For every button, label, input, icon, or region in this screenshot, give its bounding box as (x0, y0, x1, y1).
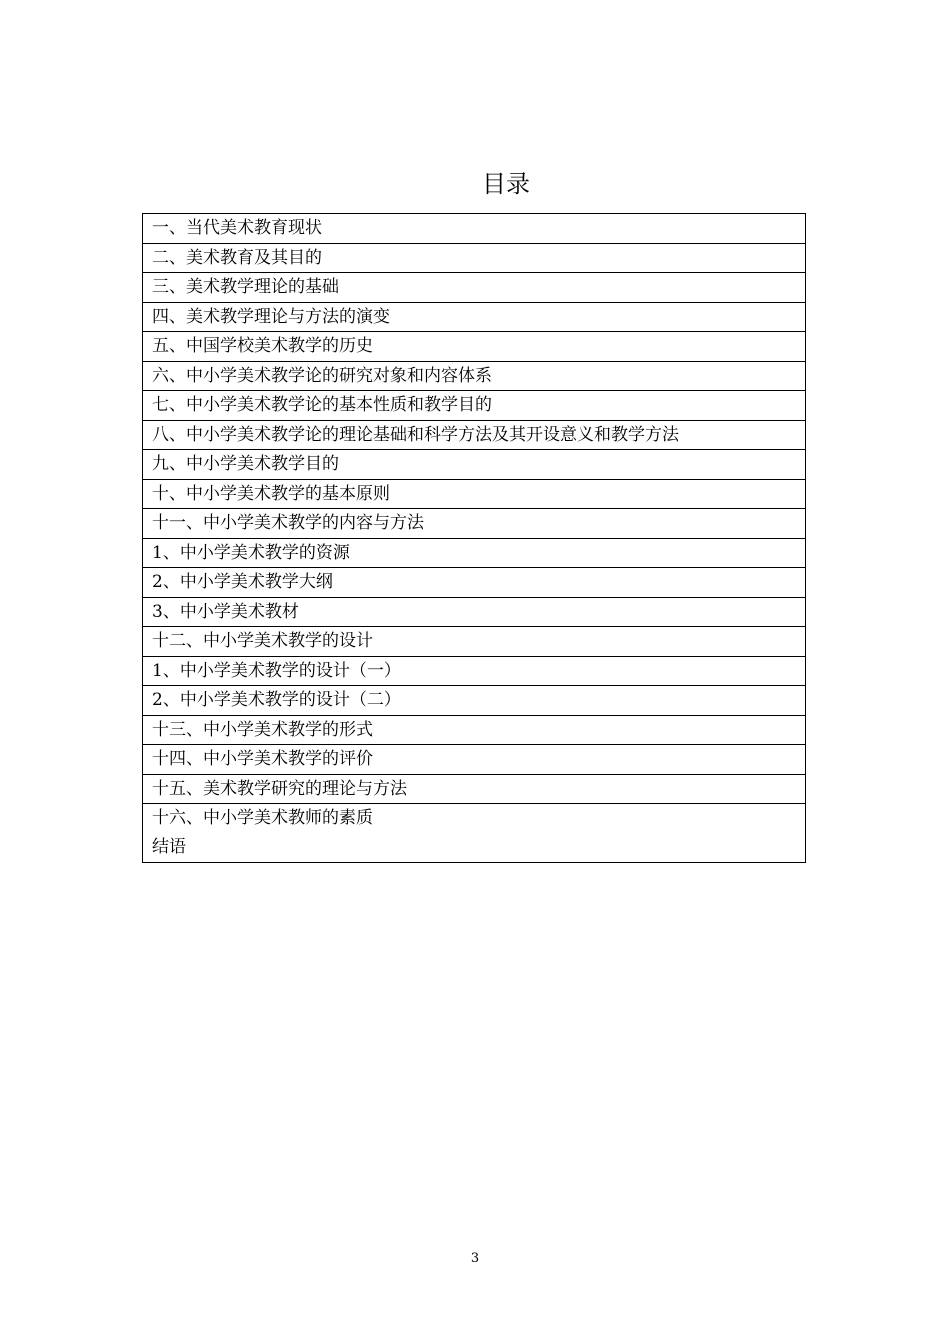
toc-row (143, 479, 806, 509)
toc-row (143, 420, 806, 450)
toc-row (143, 715, 806, 745)
toc-entry: 2、中小学美术教学大纲 (143, 568, 806, 598)
toc-entry: 十一、中小学美术教学的内容与方法 (143, 509, 806, 539)
toc-row (143, 450, 806, 480)
toc-row (143, 686, 806, 716)
toc-row (143, 243, 806, 273)
toc-row (143, 302, 806, 332)
toc-entry: 三、美术教学理论的基础 (143, 273, 806, 303)
toc-row (143, 745, 806, 775)
toc-entry: 1、中小学美术教学的设计（一） (143, 656, 806, 686)
toc-row (143, 332, 806, 362)
toc-row (143, 597, 806, 627)
toc-entry: 1、中小学美术教学的资源 (143, 538, 806, 568)
toc-row (143, 273, 806, 303)
toc-row (143, 538, 806, 568)
toc-row (143, 656, 806, 686)
toc-entry: 十三、中小学美术教学的形式 (143, 715, 806, 745)
toc-row (143, 568, 806, 598)
toc-row (143, 627, 806, 657)
toc-entry: 十五、美术教学研究的理论与方法 (143, 774, 806, 804)
toc-row (143, 214, 806, 244)
page-title: 目录 (482, 170, 530, 198)
toc-table (142, 213, 806, 863)
toc-entry: 2、中小学美术教学的设计（二） (143, 686, 806, 716)
toc-entry: 二、美术教育及其目的 (143, 243, 806, 273)
toc-row (143, 391, 806, 421)
toc-entry: 九、中小学美术教学目的 (143, 450, 806, 480)
toc-row (143, 361, 806, 391)
toc-entry-conclusion: 结语 (152, 837, 186, 857)
toc-entry: 四、美术教学理论与方法的演变 (143, 302, 806, 332)
toc-entry: 七、中小学美术教学论的基本性质和教学目的 (143, 391, 806, 421)
toc-entry: 八、中小学美术教学论的理论基础和科学方法及其开设意义和教学方法 (143, 420, 806, 450)
toc-entry: 五、中国学校美术教学的历史 (143, 332, 806, 362)
toc-row (143, 774, 806, 804)
toc-entry: 十、中小学美术教学的基本原则 (143, 479, 806, 509)
toc-entry: 3、中小学美术教材 (143, 597, 806, 627)
toc-entry: 十六、中小学美术教师的素质 (152, 808, 373, 828)
toc-row (143, 509, 806, 539)
toc-entry: 十二、中小学美术教学的设计 (143, 627, 806, 657)
toc-entry: 一、当代美术教育现状 (143, 214, 806, 244)
toc-row-last (143, 804, 806, 863)
toc-entry-multiline (143, 804, 806, 863)
toc-entry: 十四、中小学美术教学的评价 (143, 745, 806, 775)
toc-entry: 六、中小学美术教学论的研究对象和内容体系 (143, 361, 806, 391)
page-number: 3 (470, 1251, 480, 1266)
